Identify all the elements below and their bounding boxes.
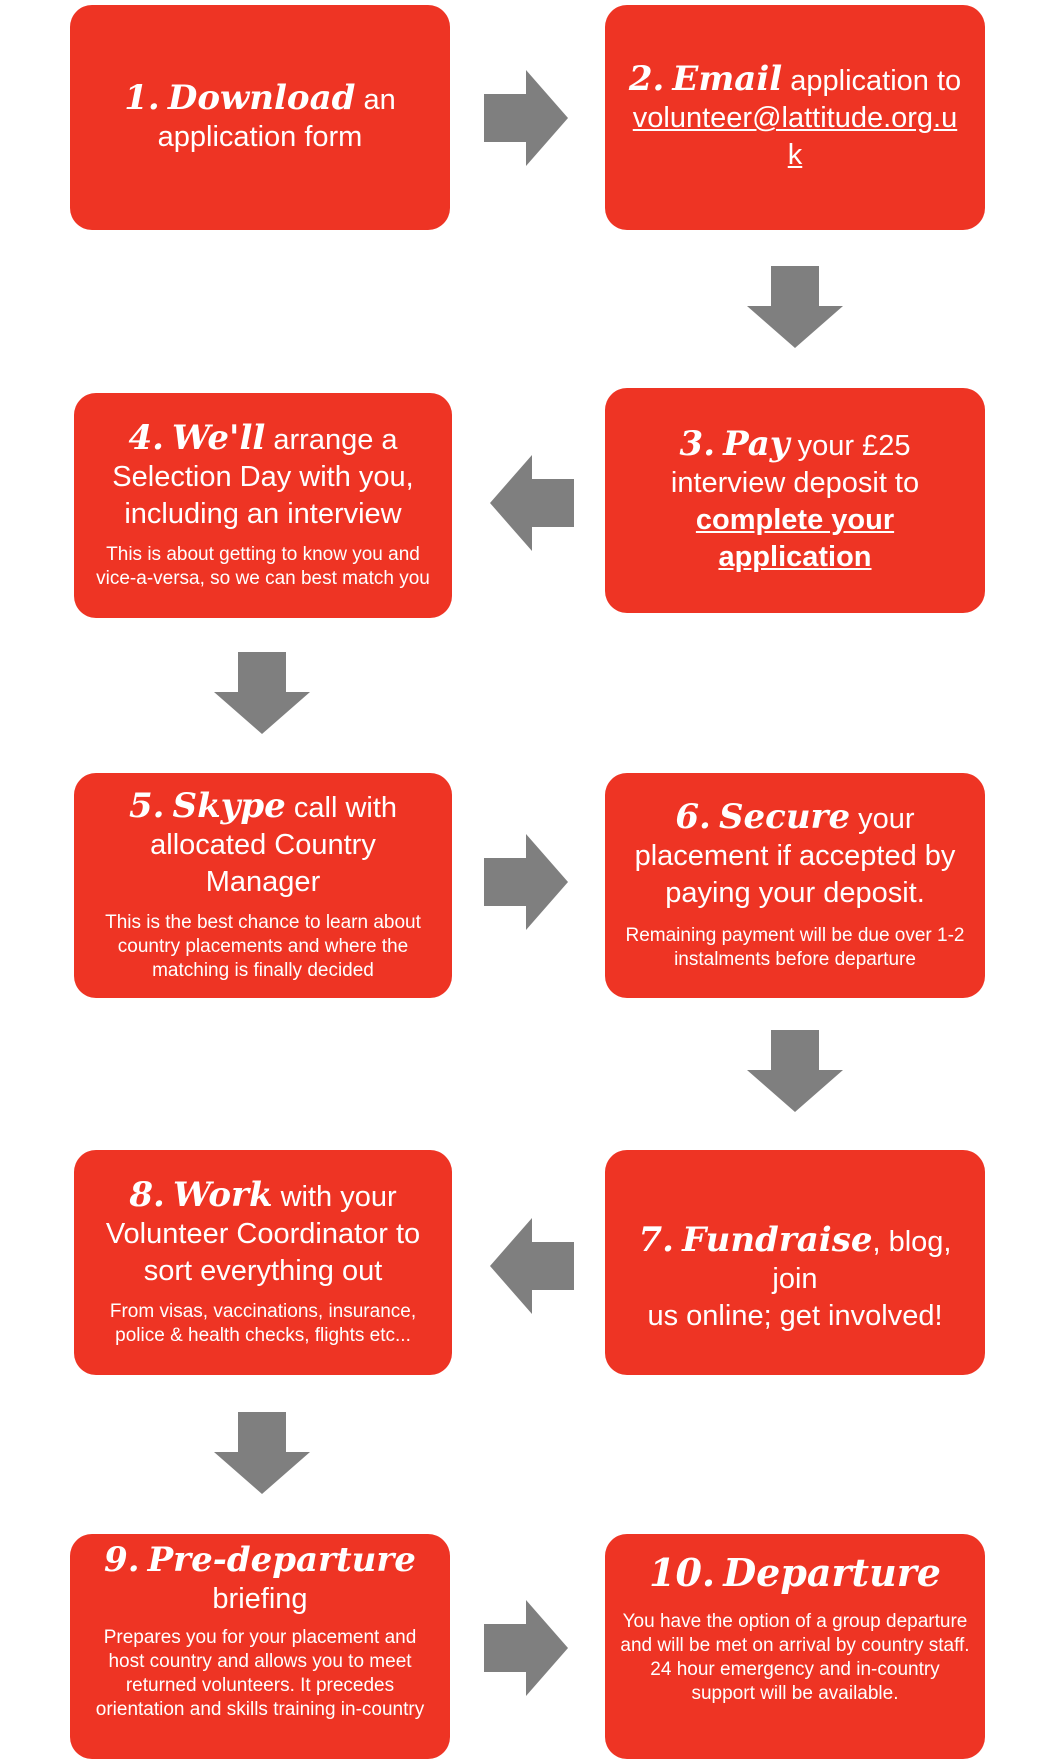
arrow-left-icon — [490, 455, 574, 551]
step-text: call with — [293, 792, 398, 824]
step-number: 10. — [649, 1550, 716, 1595]
step-keyword: Skype — [172, 786, 286, 826]
step-keyword: Departure — [723, 1550, 941, 1595]
arrow-down-icon — [747, 1030, 843, 1112]
step-9-heading — [104, 1542, 416, 1618]
step-3-box — [605, 388, 985, 613]
step-10-box — [605, 1534, 985, 1759]
step-number: 3. — [679, 423, 716, 464]
step-number: 2. — [628, 59, 665, 99]
step-text-2: application form — [157, 120, 363, 153]
step-8-subtext: From visas, vaccinations, insurance, police & health checks, flights etc... — [109, 1301, 417, 1346]
step-keyword: Work — [172, 1175, 273, 1215]
step-5-subtext: This is the best chance to learn about country placements and where the matching is finally decided — [105, 912, 421, 981]
email-link[interactable]: volunteer@lattitude.org.uk — [632, 102, 958, 171]
arrow-down-icon — [214, 1412, 310, 1494]
arrow-left-icon — [490, 1218, 574, 1314]
step-5-box — [74, 773, 452, 998]
arrow-down-icon — [214, 652, 310, 734]
step-4-box — [74, 393, 452, 618]
step-text: an — [363, 83, 396, 116]
complete-application-link[interactable]: complete your application — [695, 503, 895, 573]
step-text: application to — [790, 65, 962, 97]
step-text-2: briefing — [212, 1583, 308, 1615]
step-2-box — [605, 5, 985, 230]
step-3-heading — [670, 423, 920, 502]
step-number: 9. — [104, 1540, 140, 1580]
arrow-right-icon — [484, 834, 568, 930]
step-keyword: Pay — [723, 423, 790, 464]
step-9-box — [70, 1534, 450, 1759]
step-text-2: Volunteer Coordinator to sort everything out — [105, 1218, 421, 1287]
step-4-subtext: This is about getting to know you and vice-a-versa, so we can best match you — [96, 544, 430, 589]
step-6-box — [605, 773, 985, 998]
step-keyword: Secure — [718, 797, 851, 837]
step-text: arrange a — [273, 424, 398, 456]
step-text: with your — [280, 1181, 397, 1213]
arrow-down-icon — [747, 266, 843, 348]
step-2-link-wrap — [619, 100, 971, 174]
step-text: , blog, join — [772, 1226, 952, 1295]
step-10-subtext: You have the option of a group departure and will be met on arrival by country staff. 24 hour emergency and in-country support will be available. — [620, 1611, 970, 1704]
step-number: 7. — [638, 1220, 675, 1260]
step-number: 1. — [124, 77, 160, 118]
arrow-right-icon — [484, 1600, 568, 1696]
step-keyword: Download — [167, 77, 356, 118]
step-4-heading — [88, 420, 438, 533]
step-keyword: Fundraise — [682, 1220, 873, 1260]
step-6-heading — [619, 799, 971, 912]
step-text: your — [858, 803, 915, 835]
step-number: 4. — [128, 418, 164, 458]
step-keyword: Pre-departure — [147, 1540, 416, 1580]
step-keyword: We'll — [172, 418, 266, 458]
step-1-box — [70, 5, 450, 230]
step-5-heading — [128, 788, 398, 901]
step-text-2: interview deposit to — [670, 466, 920, 499]
step-text-2: us online; get involved! — [647, 1300, 943, 1332]
step-text-2: allocated Country Manager — [150, 829, 376, 898]
step-6-subtext: Remaining payment will be due over 1-2 instalments before departure — [625, 925, 965, 970]
step-number: 5. — [128, 786, 165, 826]
step-text-2: Selection Day with you, including an interview — [112, 461, 414, 530]
step-3-link-wrap — [680, 502, 910, 576]
step-number: 8. — [129, 1175, 165, 1215]
step-7-heading — [619, 1222, 971, 1335]
step-2-heading — [629, 61, 961, 100]
step-number: 6. — [675, 797, 711, 837]
step-1-heading — [124, 77, 396, 156]
step-8-heading — [88, 1177, 438, 1290]
arrow-right-icon — [484, 70, 568, 166]
step-9-subtext: Prepares you for your placement and host country and allows you to meet returned volunteers. It precedes orientation and skills training in-country — [95, 1627, 425, 1720]
step-10-heading — [649, 1550, 941, 1596]
step-7-box — [605, 1150, 985, 1375]
step-keyword: Email — [672, 59, 783, 99]
step-text: your £25 — [797, 429, 911, 462]
step-8-box — [74, 1150, 452, 1375]
step-text-2: placement if accepted by paying your deposit. — [634, 840, 956, 909]
